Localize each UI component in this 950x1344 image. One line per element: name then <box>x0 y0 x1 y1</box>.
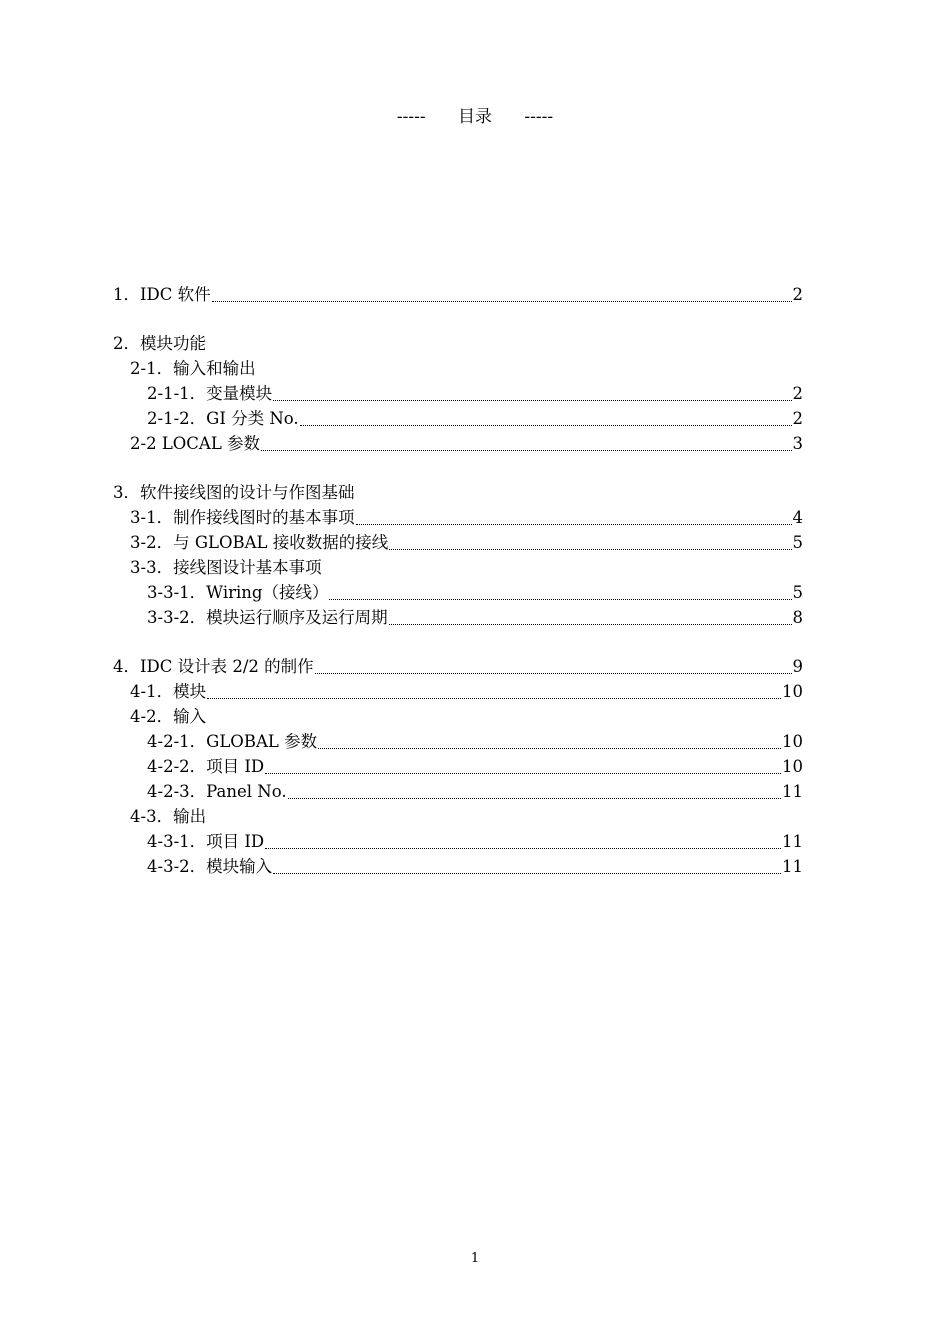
toc-entry-number: 4-3-2． <box>147 857 207 876</box>
toc-entry-number: 3-3-1． <box>147 583 207 602</box>
toc-entry-number: 3-3． <box>130 558 174 577</box>
toc-entry-text: 制作接线图时的基本事项 <box>173 508 355 527</box>
toc-entry-text: 输出 <box>173 807 207 826</box>
toc-entry-page: 2 <box>792 384 803 403</box>
toc-leader <box>318 747 781 749</box>
toc-entry-text: IDC 软件 <box>140 285 211 304</box>
toc-entry-text: 输入和输出 <box>173 359 256 378</box>
toc-entry-number: 4-2-2． <box>147 757 207 776</box>
toc-leader <box>273 872 781 874</box>
toc-entry[interactable] <box>147 405 803 429</box>
page-title: ----- 目录 ----- <box>396 107 554 127</box>
toc-entry[interactable] <box>130 529 803 553</box>
toc-entry-page: 8 <box>792 608 803 627</box>
toc-entry-page: 2 <box>792 409 803 428</box>
toc-entry[interactable] <box>147 604 803 628</box>
toc-entry-number: 3． <box>113 483 140 502</box>
toc-entry-text: GI 分类 No. <box>206 409 299 428</box>
toc-leader <box>212 300 792 302</box>
toc-entry[interactable] <box>147 853 803 877</box>
toc-entry-page: 10 <box>782 757 803 776</box>
toc-entry[interactable] <box>130 430 803 454</box>
toc-entry-number: 2． <box>113 334 140 353</box>
toc-entry-page: 2 <box>792 285 803 304</box>
toc-entry[interactable] <box>113 479 803 503</box>
toc-entry-number: 4． <box>113 657 140 676</box>
toc-leader <box>288 797 781 799</box>
toc-entry[interactable] <box>130 803 803 827</box>
toc-entry[interactable] <box>130 355 803 379</box>
toc-entry-number: 4-2-3． <box>147 782 207 801</box>
toc-entry-text: LOCAL 参数 <box>161 434 261 453</box>
toc-entry[interactable] <box>130 678 803 702</box>
page-number: 1 <box>470 1251 480 1266</box>
toc-leader <box>389 548 791 550</box>
toc-entry-number: 2-1-1． <box>147 384 207 403</box>
toc-entry[interactable] <box>130 504 803 528</box>
toc-entry[interactable] <box>113 330 803 354</box>
toc-entry[interactable] <box>130 703 803 727</box>
toc-entry[interactable] <box>113 281 803 305</box>
toc-entry-page: 5 <box>792 533 803 552</box>
toc-entry-text: 变量模块 <box>206 384 273 403</box>
toc-entry-number: 4-1． <box>130 682 174 701</box>
toc-entry-page: 11 <box>782 857 803 876</box>
toc-leader <box>207 697 781 699</box>
toc-entry-text: 项目 ID <box>206 832 265 851</box>
toc-leader <box>261 449 791 451</box>
toc-entry-text: 模块运行顺序及运行周期 <box>206 608 388 627</box>
toc-entry-text: IDC 设计表 2/2 的制作 <box>140 657 314 676</box>
toc-entry[interactable] <box>147 728 803 752</box>
toc-entry-page: 5 <box>792 583 803 602</box>
toc-entry-page: 3 <box>792 434 803 453</box>
toc-entry-text: Panel No. <box>206 782 287 801</box>
toc-entry-number: 2-1． <box>130 359 174 378</box>
toc-entry-page: 11 <box>782 832 803 851</box>
toc-entry[interactable] <box>147 753 803 777</box>
toc-entry-page: 10 <box>782 732 803 751</box>
toc-entry[interactable] <box>147 579 803 603</box>
toc-entry-number: 2-1-2． <box>147 409 207 428</box>
toc-leader <box>300 424 792 426</box>
toc-entry-number: 1． <box>113 285 140 304</box>
toc-entry-number: 4-2． <box>130 707 174 726</box>
toc-entry-page: 9 <box>792 657 803 676</box>
toc-entry-page: 10 <box>782 682 803 701</box>
toc-leader <box>315 672 792 674</box>
toc-entry[interactable] <box>147 380 803 404</box>
toc-entry[interactable] <box>113 653 803 677</box>
toc-entry-text: 接线图设计基本事项 <box>173 558 322 577</box>
toc-leader <box>389 623 792 625</box>
toc-leader <box>356 523 792 525</box>
toc-entry-text: 模块 <box>173 682 207 701</box>
toc-entry-text: GLOBAL 参数 <box>206 732 318 751</box>
toc-entry-text: 软件接线图的设计与作图基础 <box>140 483 355 502</box>
toc-leader <box>273 399 791 401</box>
toc-entry[interactable] <box>147 778 803 802</box>
toc-entry-number: 4-2-1． <box>147 732 207 751</box>
toc-entry-number: 4-3． <box>130 807 174 826</box>
toc-leader <box>265 772 781 774</box>
toc-leader <box>265 847 781 849</box>
toc-entry-page: 4 <box>792 508 803 527</box>
toc-entry-text: 输入 <box>173 707 207 726</box>
toc-entry-text: 模块输入 <box>206 857 273 876</box>
toc-entry[interactable] <box>147 828 803 852</box>
toc-entry-number: 3-3-2． <box>147 608 207 627</box>
toc-entry-page: 11 <box>782 782 803 801</box>
toc-leader <box>329 598 791 600</box>
toc-entry-text: 模块功能 <box>140 334 206 353</box>
toc-entry[interactable] <box>130 554 803 578</box>
toc-entry-number: 3-1． <box>130 508 174 527</box>
toc-entry-text: 项目 ID <box>206 757 265 776</box>
toc-entry-text: 与 GLOBAL 接收数据的接线 <box>173 533 389 552</box>
toc-entry-number: 4-3-1． <box>147 832 207 851</box>
toc-entry-number: 3-2． <box>130 533 174 552</box>
toc-entry-number: 2-2 <box>130 434 162 453</box>
toc-entry-text: Wiring（接线） <box>206 583 329 602</box>
